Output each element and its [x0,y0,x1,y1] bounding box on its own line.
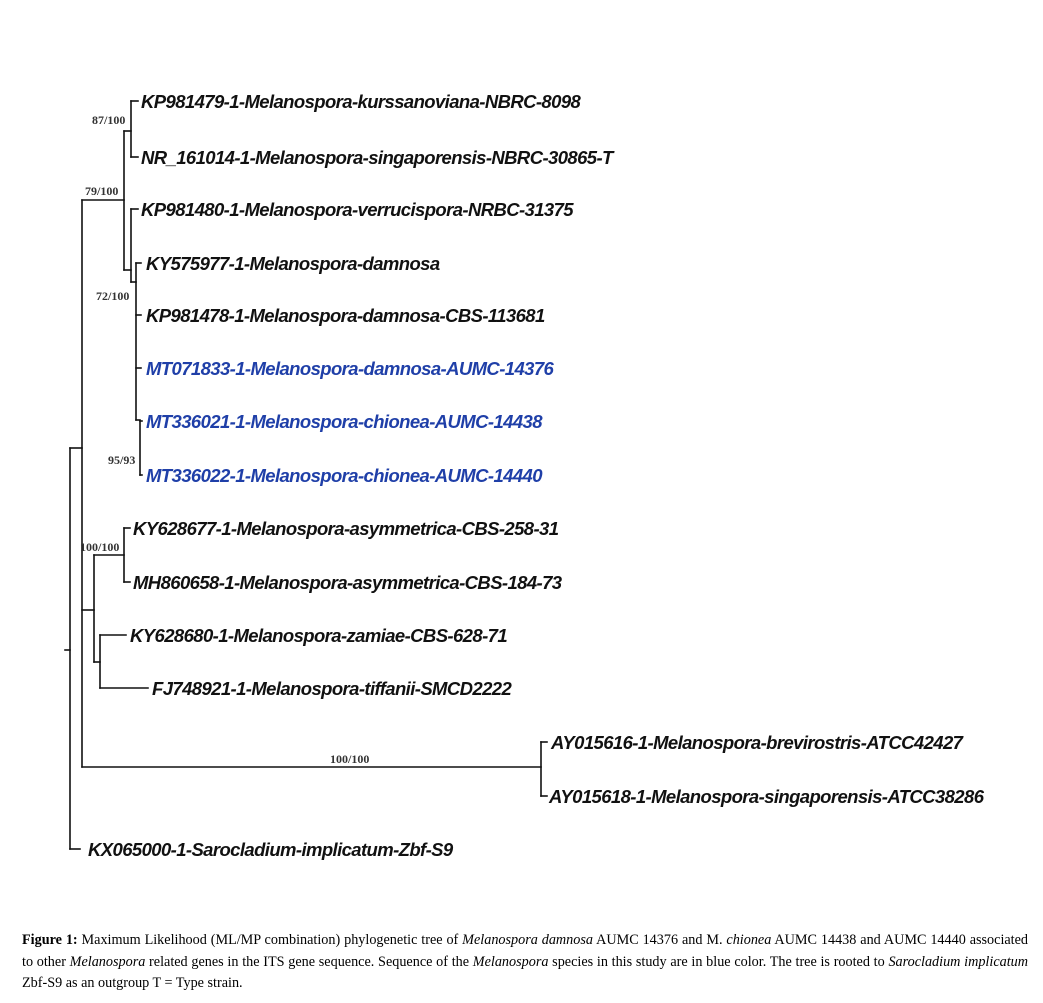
caption-italic-1: Melanospora damnosa [462,932,593,948]
taxon-label-t5: KP981478-1-Melanospora-damnosa-CBS-113681 [146,305,545,326]
caption-italic-4: Melanospora [472,953,549,970]
taxon-label-t3: KP981480-1-Melanospora-verrucispora-NRBC-31375 [141,199,574,220]
support-value-72: 72/100 [96,289,130,303]
support-value-100-asym: 100/100 [80,540,120,554]
taxon-label-t1: KP981479-1-Melanospora-kurssanoviana-NBRC-8098 [141,91,581,112]
taxon-label-t15: KX065000-1-Sarocladium-implicatum-Zbf-S9 [88,839,453,860]
caption-italic-5: Sarocladium implicatum [888,953,1028,970]
caption-text-1: Maximum Likelihood (ML/MP combination) phylogenetic tree of [77,932,463,948]
taxon-label-t7: MT336021-1-Melanospora-chionea-AUMC-14438 [146,411,542,432]
taxon-label-t11: KY628680-1-Melanospora-zamiae-CBS-628-71 [130,625,508,646]
taxon-label-t9: KY628677-1-Melanospora-asymmetrica-CBS-258-31 [133,518,559,539]
caption-text-5: species in this study are in blue color. The tree is rooted to [548,953,889,970]
support-value-87: 87/100 [92,113,126,127]
support-value-100-brev: 100/100 [330,752,370,766]
caption-italic-3: Melanospora [69,953,146,970]
taxon-label-t8: MT336022-1-Melanospora-chionea-AUMC-14440 [146,465,542,486]
caption-italic-2: chionea [726,932,772,948]
taxon-label-t6: MT071833-1-Melanospora-damnosa-AUMC-14376 [146,358,554,379]
taxon-label-t12: FJ748921-1-Melanospora-tiffanii-SMCD2222 [152,678,512,699]
caption-text-4: related genes in the ITS gene sequence. Sequence of the [145,953,473,970]
taxon-label-t13: AY015616-1-Melanospora-brevirostris-ATCC42427 [551,732,963,753]
figure-label: Figure 1: [22,932,78,948]
taxon-label-t14: AY015618-1-Melanospora-singaporensis-ATCC38286 [549,786,984,807]
support-value-79: 79/100 [85,184,119,198]
taxon-labels [88,91,985,860]
taxon-label-t10: MH860658-1-Melanospora-asymmetrica-CBS-184-73 [133,572,562,593]
taxon-label-t4: KY575977-1-Melanospora-damnosa [146,253,440,274]
caption-text-3: AUMC 14438 and AUMC 14440 associated to other [22,932,1029,970]
caption-text-6: Zbf-S9 as an outgroup T = Type strain. [22,975,243,991]
caption-text-2: AUMC 14376 and M. [592,932,727,948]
support-value-95: 95/93 [108,453,136,467]
figure-caption [22,930,1028,995]
taxon-label-t2: NR_161014-1-Melanospora-singaporensis-NBRC-30865-T [141,147,613,168]
